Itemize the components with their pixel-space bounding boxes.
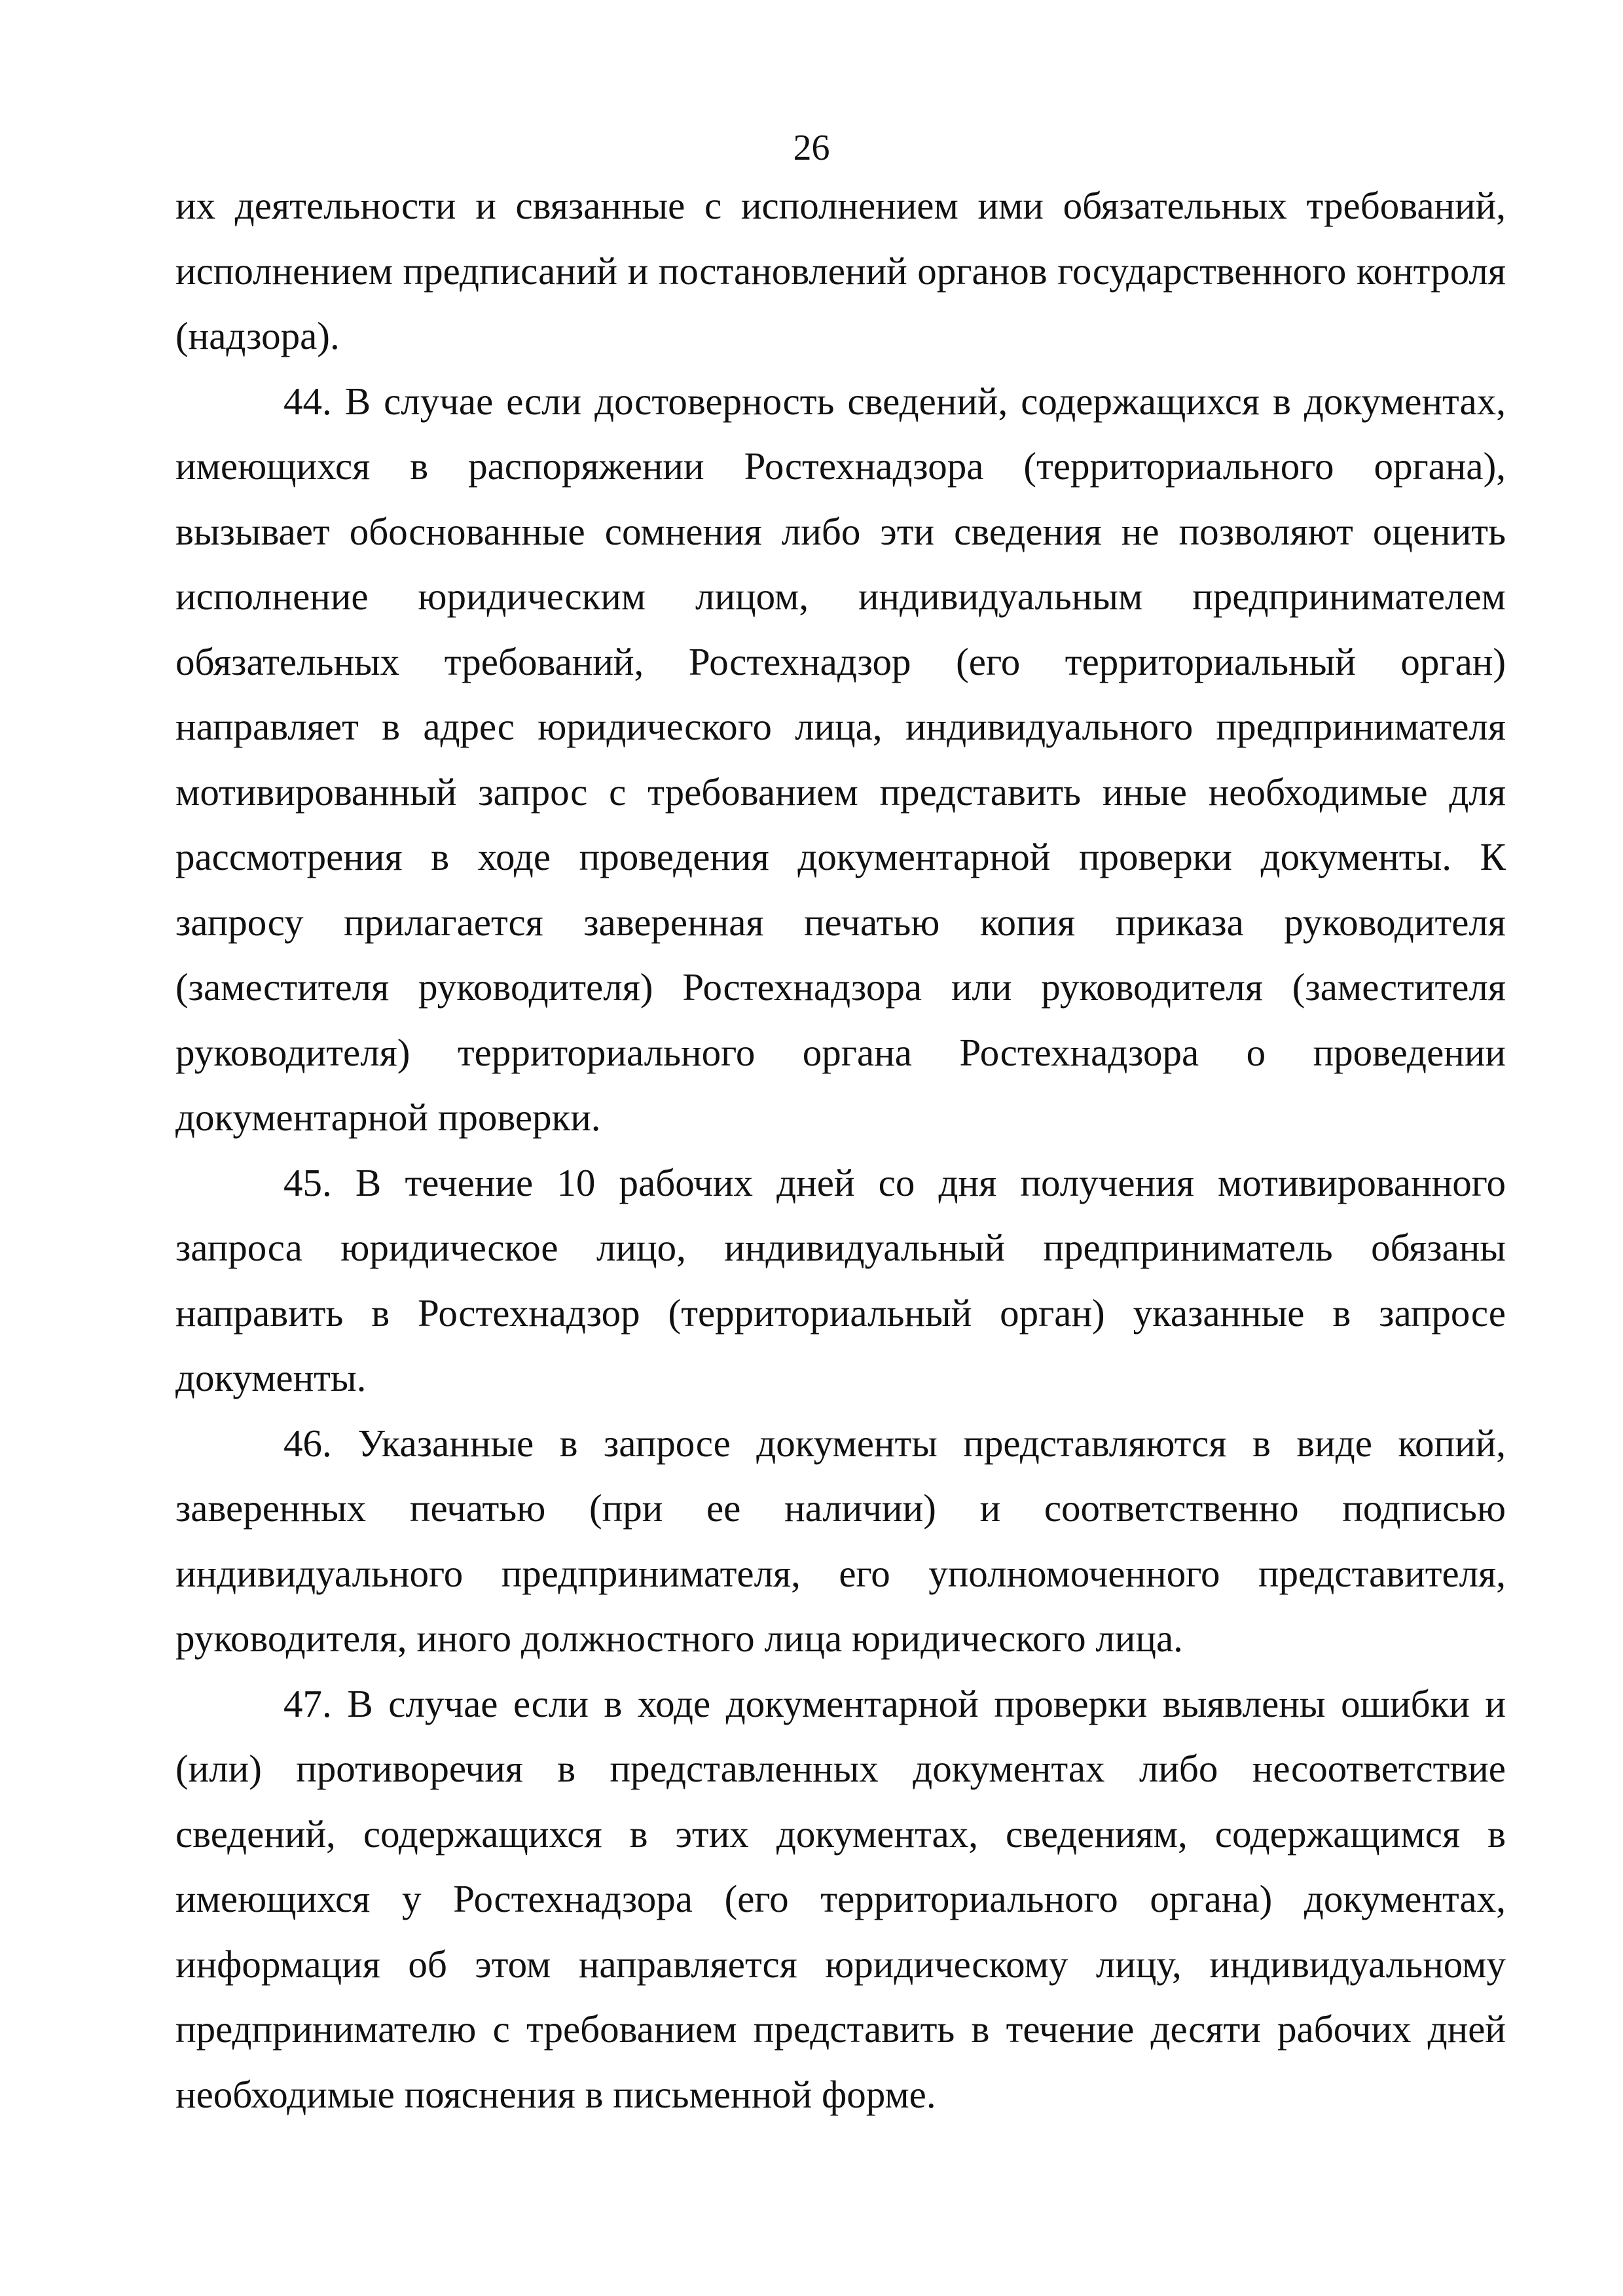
paragraph-continuation: их деятельности и связанные с исполнением ими обязательных требований, исполнением предписаний и постановлений органов государственного контроля (надзора).	[175, 184, 1506, 357]
document-body	[175, 173, 1506, 2127]
page-number: 26	[793, 128, 830, 168]
paragraph-47: 47. В случае если в ходе документарной проверки выявлены ошибки и (или) противоречия в представленных документах либо несоответствие сведений, содержащихся в этих документах, сведениям, содержащимся в имеющихся у Ростехнадзора (его территориального органа) документах, информация об этом направляется юридическому лицу, индивидуальному предпринимателю с требованием представить в течение десяти рабочих дней необходимые пояснения в письменной форме.	[175, 1681, 1506, 2116]
paragraph-46: 46. Указанные в запросе документы представляются в виде копий, заверенных печатью (при ее наличии) и соответственно подписью индивидуального предпринимателя, его уполномоченного представителя, руководителя, иного должностного лица юридического лица.	[175, 1421, 1506, 1660]
paragraph-45: 45. В течение 10 рабочих дней со дня получения мотивированного запроса юридическое лицо, индивидуальный предприниматель обязаны направить в Ростехнадзор (территориальный орган) указанные в запросе документы.	[175, 1160, 1506, 1399]
paragraph-44: 44. В случае если достоверность сведений, содержащихся в документах, имеющихся в распоряжении Ростехнадзора (территориального органа), вызывает обоснованные сомнения либо эти сведения не позволяют оценить исполнение юридическим лицом, индивидуальным предпринимателем обязательных требований, Ростехнадзор (его территориальный орган) направляет в адрес юридического лица, индивидуального предпринимателя мотивированный запрос с требованием представить иные необходимые для рассмотрения в ходе проведения документарной проверки документы. К запросу прилагается заверенная печатью копия приказа руководителя (заместителя руководителя) Ростехнадзора или руководителя (заместителя руководителя) территориального органа Ростехнадзора о проведении документарной проверки.	[175, 379, 1506, 1139]
